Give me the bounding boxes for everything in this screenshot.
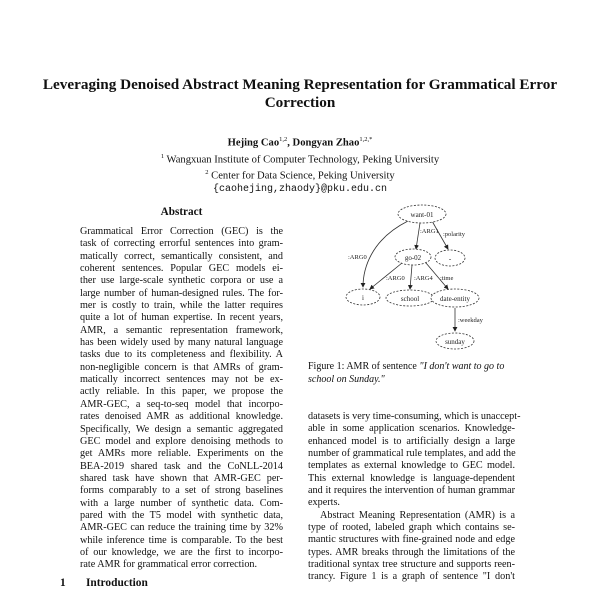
- node-label: go-02: [404, 254, 422, 262]
- text-line: AMR, a semantic representation framework,: [80, 324, 283, 336]
- text-line: number of grammatical rule templates, and add the: [308, 448, 516, 460]
- text-line: of our knowledge, we are the first to incorpo-: [80, 546, 283, 558]
- text-line: large number of human-designed rules. The for-: [80, 287, 283, 299]
- edge-label: :polarity: [443, 231, 466, 238]
- text-line: type of rooted, labeled graph which contains se-: [308, 522, 515, 534]
- text-line: actly reliable. In this paper, we propose the: [80, 386, 283, 398]
- node-label: sunday: [445, 338, 465, 346]
- text-line: datasets is very time-consuming, which is unaccept-: [308, 411, 521, 422]
- text-line: mer is costly to train, while the latter requires: [80, 300, 283, 312]
- figure-caption: Figure 1: AMR of sentence "I don't want to go to school on Sunday.": [308, 361, 505, 385]
- text-line: BEA-2019 shared task and the CoNLL-2014: [80, 460, 283, 472]
- email: {caohejing,zhaody}@pku.edu.cn: [212, 184, 388, 196]
- section-heading: 1 Introduction: [60, 577, 148, 589]
- author-name: Hejing Cao: [227, 137, 280, 149]
- text-line: and it requires the intervention of human grammar: [308, 485, 515, 497]
- text-line: templates as external knowledge to GEC model.: [308, 460, 515, 472]
- text-line: able in some application scenarios. Knowledge-: [308, 423, 515, 435]
- text-line: coherent sentences. Popular GEC models ei-: [80, 263, 283, 275]
- text-line: while inference time is comparable. To the best: [80, 534, 283, 546]
- amr-graph-figure: [330, 200, 510, 360]
- text-line: types. AMR breaks through the limitations of the: [308, 546, 515, 558]
- text-line: task of correcting errorful sentences into gram-: [80, 238, 283, 250]
- text-line: with a large number of synthetic data. Com-: [80, 497, 283, 509]
- edge-label: :time: [440, 275, 454, 282]
- introduction-body: [308, 411, 521, 584]
- text-line: experts.: [308, 497, 340, 509]
- text-line: mantic structures with fine-grained node and edge: [308, 534, 515, 546]
- text-line: pared with the T5 model with synthetic data,: [80, 509, 283, 521]
- edge: [410, 265, 412, 289]
- text-line: rates denoised AMR as additional knowledge.: [80, 411, 283, 423]
- text-line: matically correct, semantically consistent, and: [80, 250, 283, 262]
- text-line: ther use large-scale synthetic corpora or use a: [80, 275, 283, 287]
- abstract-heading: Abstract: [160, 206, 203, 218]
- text-line: enhanced model is to artificially design a large: [308, 435, 515, 447]
- abstract-body: [80, 226, 283, 572]
- affiliation: $^2$ Center for Data Science, Peking University: [205, 169, 395, 182]
- text-line: tasks due to its completeness and flexibility. A: [80, 349, 283, 361]
- node-label: want-01: [410, 211, 434, 219]
- text-line: AMR-GEC, a seq-to-seq model that incorpo-: [80, 398, 283, 410]
- edge-label: :ARG0: [348, 254, 367, 261]
- edge-label: :ARG4: [414, 275, 433, 282]
- text-line: forms comparably to a set of strong baselines: [80, 485, 283, 497]
- text-line: AMR-GEC can reduce the training time by 32%: [80, 522, 283, 534]
- edge-label: :weekday: [458, 317, 483, 324]
- node-label: date-entity: [440, 295, 470, 303]
- edge-label: :ARG0: [386, 275, 405, 282]
- author-block: [40, 133, 560, 196]
- text-line: Abstract Meaning Representation (AMR) is a: [320, 509, 515, 521]
- text-line: matically incorrect sentences may not be ex-: [80, 374, 283, 386]
- node-label: i: [362, 294, 364, 302]
- text-line: trancy. Figure 1 is a graph of sentence "I don't: [308, 571, 515, 583]
- text-line: Specifically, We design a semantic aggregated: [80, 423, 283, 435]
- text-line: This external knowledge is language-dependent: [308, 472, 515, 484]
- text-line: rate AMR for grammatical error correction.: [80, 559, 258, 571]
- text-line: has been widely used by many natural language: [80, 337, 283, 349]
- text-line: Grammatical Error Correction (GEC) is the: [80, 226, 283, 237]
- text-line: traditional syntax tree structure and supports reen-: [308, 559, 515, 571]
- author-names: Hejing Cao$^{1,2}$, Dongyan Zhao$^{1,2,*}$: [227, 136, 373, 149]
- text-line: quite a lot of human expertise. In recent years,: [80, 312, 283, 324]
- affiliation: $^1$ Wangxuan Institute of Computer Technology, Peking University: [160, 152, 440, 166]
- edge: [416, 223, 420, 249]
- author-name: Dongyan Zhao: [292, 137, 360, 149]
- node-label: -: [448, 255, 452, 263]
- paper-title: Leveraging Denoised Abstract Meaning Representation for Grammatical Error Correction: [42, 76, 558, 111]
- edge-label: :ARG1: [420, 228, 439, 235]
- node-label: school: [400, 295, 420, 303]
- text-line: GEC model and explore denoising methods to: [80, 435, 283, 447]
- text-line: non-negligible concern is that AMRs of gram-: [80, 361, 283, 373]
- text-line: get AMRs more reliable. Experiments on the: [80, 448, 283, 460]
- paragraph: [308, 510, 515, 584]
- text-line: shared task have shown that AMR-GEC per-: [80, 472, 283, 484]
